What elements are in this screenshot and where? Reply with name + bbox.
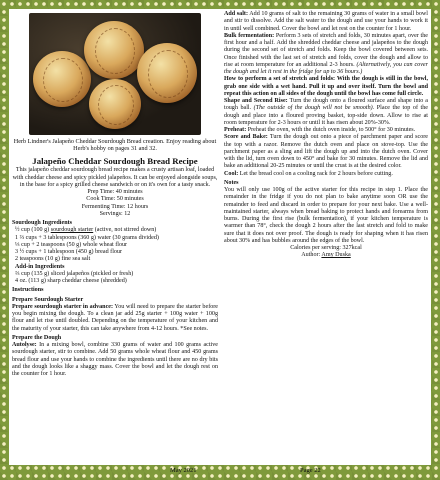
calories: Calories per serving: 327kcal bbox=[290, 245, 362, 251]
author-label: Author: bbox=[301, 252, 322, 259]
step-bulk-fermentation bbox=[224, 33, 428, 77]
notes-text: You will only use 100g of the active starter for this recipe in step 1. Place the remainder in the fridge if you do not plan to bake anytime soon OR use the remainder to feed and discard in order to prepare for your next bake. Use a well-maintained starter, always when bread baking to protect hands and forearms from burns. During the first rise (bulk fermentation), if your kitchen temperature is warmer than 78°, check the dough 2 hours after the last stretch and fold to make sure that it does not over proof. The dough is ready for shaping when it has risen about 30% and has bubbles around the edges of the bowl. bbox=[224, 187, 428, 244]
autolyse-text bbox=[12, 342, 218, 378]
step-lead: Preheat: bbox=[224, 127, 247, 133]
addin-item: ⅔ cup (135 g) sliced jalapeños (pickled or fresh) bbox=[15, 270, 134, 277]
step-lead: Shape and Second Rise: bbox=[224, 98, 288, 104]
bread-loaf-image bbox=[89, 79, 141, 129]
ingredient-item: 3 ½ cups + 1 tablespoon (450 g) bread flour bbox=[15, 249, 123, 256]
recipe-title: Jalapeño Cheddar Sourdough Bread Recipe bbox=[32, 156, 198, 167]
step-italic: (The outside of the dough will not be smooth). bbox=[253, 105, 375, 112]
ferment-time: Fermenting Time: 12 hours bbox=[81, 203, 149, 210]
ingredient-text: ½ cup (100 g) bbox=[15, 227, 51, 234]
ingredients-heading: Sourdough Ingredients bbox=[12, 220, 72, 227]
step-add-salt bbox=[224, 11, 428, 33]
sourdough-starter-link[interactable]: sourdough starter bbox=[50, 227, 94, 234]
step-text: Perform 3 sets of stretch and folds, 30 minutes apart, over the first hour and a half. Add the shredded cheddar cheese and jalapeños to the dough during the second set of stretch and folds. Keep the bowl covered between sets. Once finished with the last set of stretch and folds, cover the dough and allow to rise at room temperature for an additional 2-3 hours. bbox=[224, 32, 428, 68]
ingredient-item: 1 ⅔ cups + 3 tablespoons (360 g) water (30 grams divided) bbox=[15, 234, 159, 241]
instructions-heading: Instructions bbox=[12, 287, 44, 294]
step-cool bbox=[224, 171, 428, 178]
author-link[interactable]: Amy Duska bbox=[321, 252, 351, 259]
step-text: Add 10 grams of salt to the remaining 30 grams of water in a small bowl and stir to dissolve. Add the salt water to the dough and use your hands to work it in until well combined. Cover the bowl and let rest on the counter for 1 hour. bbox=[224, 11, 428, 32]
left-column bbox=[12, 9, 218, 378]
bread-loaf-image bbox=[84, 21, 144, 79]
alt-note: (Alternatively, you can cover the dough and let it rest in the fridge for up to 36 hours.) bbox=[224, 61, 428, 75]
prepare-dough-heading: Prepare the Dough bbox=[12, 334, 62, 341]
step-text: Let the bread cool on a cooling rack for 2 hours before cutting. bbox=[238, 170, 393, 177]
step-lead: Prepare sourdough starter in advance: bbox=[12, 303, 114, 310]
step-shape bbox=[224, 98, 428, 127]
bread-loaf-image bbox=[137, 43, 197, 103]
footer-page-number: Page 22 bbox=[300, 467, 321, 474]
step-score-bake bbox=[224, 134, 428, 170]
bread-loaf-image bbox=[33, 51, 91, 107]
cook-time: Cook Time: 50 minutes bbox=[86, 196, 144, 203]
prepare-starter-text bbox=[12, 304, 218, 333]
addin-heading: Add-in Ingredients bbox=[15, 263, 65, 270]
servings: Servings: 12 bbox=[99, 210, 131, 217]
step-text: Preheat the oven, with the dutch oven inside, to 500° for 30 minutes. bbox=[246, 127, 416, 133]
notes-heading: Notes bbox=[224, 179, 239, 186]
right-column bbox=[224, 11, 428, 260]
prepare-starter-heading: Prepare Sourdough Starter bbox=[12, 296, 84, 303]
step-lead: Cool: bbox=[224, 170, 239, 177]
prep-time: Prep Time: 40 minutes bbox=[87, 189, 143, 196]
step-lead: Autolyse: bbox=[12, 342, 37, 349]
addin-item: 4 oz. (113 g) sharp cheddar cheese (shredded) bbox=[15, 278, 127, 285]
ingredient-item: 2 teaspoons (10 g) fine sea salt bbox=[15, 256, 91, 263]
footer-date: May 2021 bbox=[170, 467, 197, 474]
step-lead: Add salt: bbox=[224, 11, 248, 17]
step-text: Place the top of the dough and place into a floured proving basket, top-side down. Allow to rise at room temperature for 2-3 hours or until it has risen about 20%-30%. bbox=[224, 105, 428, 126]
bread-photo bbox=[29, 13, 201, 135]
newsletter-page bbox=[9, 9, 431, 465]
ingredient-item bbox=[15, 227, 218, 234]
stretch-fold-howto: How to perform a set of stretch and folds: With the dough is still in the bowl, grab one side with a wet hand. Pull it up and over itself. Turn the bowl and repeat this action on all sides of the dough until the bowl has come full circle. bbox=[224, 76, 428, 97]
step-lead: Bulk fermentation: bbox=[224, 32, 275, 39]
step-text: In a mixing bowl, combine 330 grams of water and 100 grams active sourdough starter, stir to combine. Add 50 grams whole wheat flour and 450 grams bread flour and use your hands to combine the ingredients until there are no dry bits and the dough looks like a shaggy mass. Cover the bowl and let the dough rest on the counter for 1 hour. bbox=[12, 342, 218, 378]
recipe-intro: This jalapeño cheddar sourdough bread recipe makes a crusty artisan loaf, loaded with cheddar cheese and spicy pickled jalapeños. It can be enjoyed alongside soups, in the base for a spicy grilled cheese sandwich or on it's own for a tasty snack. bbox=[12, 167, 218, 188]
step-text: Turn the dough out onto a piece of parchment paper and score the top with a razor. Remove the dutch oven and place on stove-top. Use the parchment paper as a sling and lift the dough up and into the dutch oven. Cover with the lid, turn oven down to 450° and bake for 30 minutes. Remove the lid and bake an additional 20-25 minutes or until the crust is at the desired color. bbox=[224, 134, 428, 170]
step-text: You will need to prepare the starter before you begin mixing the dough. To a clean jar add 25g starter + 100g water + 100g flour and let rise until doubled. Depending on the temperature of your kitchen and the maturity of your starter, this can take anywhere from 4-12 hours. *See notes. bbox=[12, 303, 218, 332]
photo-caption: Herb Lindner's Jalapeño Cheddar Sourdough Bread creation. Enjoy reading about Herb's hobby on pages 31 and 32. bbox=[13, 138, 217, 153]
step-lead: Score and Bake: bbox=[224, 134, 268, 141]
ingredient-text: (active, not stirred down) bbox=[93, 227, 157, 234]
ingredient-item: ⅓ cup + 2 teaspoons (50 g) whole wheat flour bbox=[15, 241, 128, 248]
author-line bbox=[224, 252, 428, 259]
step-text: Turn the dough onto a floured surface and shape into a tough ball. bbox=[224, 98, 429, 112]
